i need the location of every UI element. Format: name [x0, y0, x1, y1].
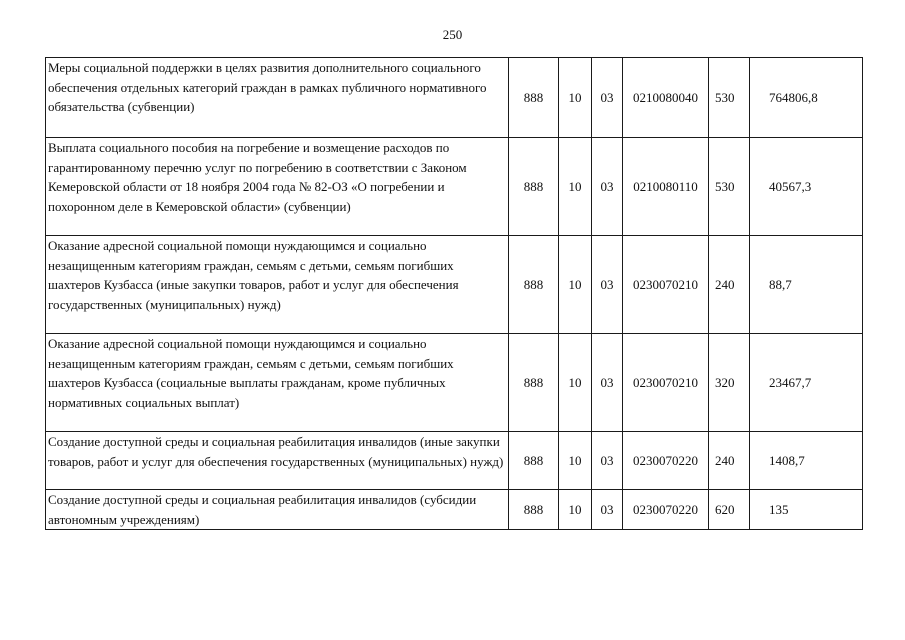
- target-code-cell: 0230070210: [623, 334, 709, 432]
- target-code-cell: 0210080110: [623, 138, 709, 236]
- ministry-code-cell: 888: [509, 138, 559, 236]
- target-code-cell: 0230070220: [623, 490, 709, 530]
- target-code-cell: 0230070220: [623, 432, 709, 490]
- expense-type-cell: 320: [709, 334, 750, 432]
- page-number: 250: [442, 27, 463, 42]
- subsection-code-cell: 03: [592, 432, 623, 490]
- expense-type-cell: 530: [709, 58, 750, 138]
- amount-cell: 764806,8: [750, 58, 863, 138]
- subsection-code-cell: 03: [592, 334, 623, 432]
- subsection-code-cell: 03: [592, 58, 623, 138]
- table-row: [46, 490, 863, 530]
- subsection-code-cell: 03: [592, 138, 623, 236]
- table-row: [46, 138, 863, 236]
- section-code-cell: 10: [559, 490, 592, 530]
- amount-cell: 135: [750, 490, 863, 530]
- amount-cell: 23467,7: [750, 334, 863, 432]
- section-code-cell: 10: [559, 334, 592, 432]
- subsection-code-cell: 03: [592, 236, 623, 334]
- expense-type-cell: 530: [709, 138, 750, 236]
- amount-cell: 40567,3: [750, 138, 863, 236]
- section-code-cell: 10: [559, 138, 592, 236]
- table-row: [46, 236, 863, 334]
- target-code-cell: 0210080040: [623, 58, 709, 138]
- budget-table: [45, 57, 863, 530]
- section-code-cell: 10: [559, 58, 592, 138]
- amount-cell: 1408,7: [750, 432, 863, 490]
- expense-name-cell: Меры социальной поддержки в целях развития дополнительного социального обеспечения отдельных категорий граждан в рамках публичного нормативного обязательства (субвенции): [46, 58, 509, 138]
- expense-name-cell: Создание доступной среды и социальная реабилитация инвалидов (иные закупки товаров, работ и услуг для обеспечения государственных (муниципальных) нужд): [46, 432, 509, 490]
- ministry-code-cell: 888: [509, 58, 559, 138]
- section-code-cell: 10: [559, 236, 592, 334]
- expense-name-cell: Оказание адресной социальной помощи нуждающимся и социально незащищенным категориям граждан, семьям с детьми, семьям погибших шахтеров Кузбасса (иные закупки товаров, работ и услуг для обеспечения государственных (муниципальных) нужд): [46, 236, 509, 334]
- target-code-cell: 0230070210: [623, 236, 709, 334]
- expense-name-cell: Создание доступной среды и социальная реабилитация инвалидов (субсидии автономным учреждениям): [46, 490, 509, 530]
- table-row: [46, 58, 863, 138]
- expense-name-cell: Оказание адресной социальной помощи нуждающимся и социально незащищенным категориям граждан, семьям с детьми, семьям погибших шахтеров Кузбасса (социальные выплаты гражданам, кроме публичных нормативных социальных выплат): [46, 334, 509, 432]
- table-row: [46, 334, 863, 432]
- expense-type-cell: 240: [709, 236, 750, 334]
- expense-type-cell: 620: [709, 490, 750, 530]
- table-row: [46, 432, 863, 490]
- expense-name-cell: Выплата социального пособия на погребение и возмещение расходов по гарантированному перечню услуг по погребению в соответствии с Законом Кемеровской области от 18 ноября 2004 года № 82-ОЗ «О погребении и похоронном деле в Кемеровской области» (субвенции): [46, 138, 509, 236]
- ministry-code-cell: 888: [509, 334, 559, 432]
- ministry-code-cell: 888: [509, 236, 559, 334]
- amount-cell: 88,7: [750, 236, 863, 334]
- ministry-code-cell: 888: [509, 490, 559, 530]
- expense-type-cell: 240: [709, 432, 750, 490]
- subsection-code-cell: 03: [592, 490, 623, 530]
- ministry-code-cell: 888: [509, 432, 559, 490]
- section-code-cell: 10: [559, 432, 592, 490]
